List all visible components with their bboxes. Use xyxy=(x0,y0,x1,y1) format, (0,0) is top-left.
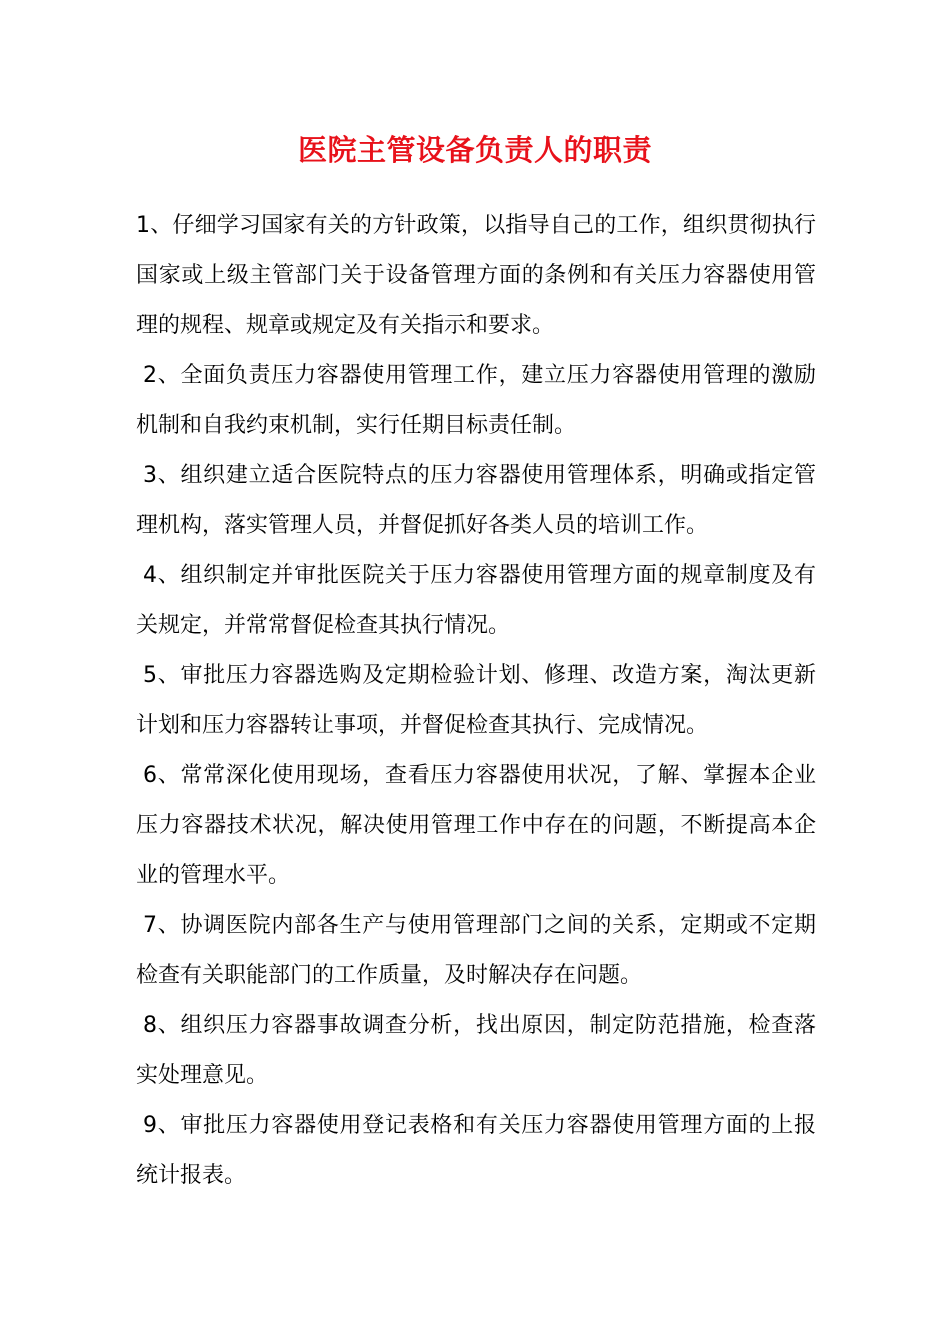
document-body xyxy=(136,201,816,1201)
paragraph-3: 3、组织建立适合医院特点的压力容器使用管理体系，明确或指定管理机构，落实管理人员，并督促抓好各类人员的培训工作。 xyxy=(136,463,816,538)
paragraph-4: 4、组织制定并审批医院关于压力容器使用管理方面的规章制度及有关规定，并常常督促检查其执行情况。 xyxy=(136,563,816,638)
paragraph-6: 6、常常深化使用现场，查看压力容器使用状况，了解、掌握本企业压力容器技术状况，解决使用管理工作中存在的问题，不断提高本企业的管理水平。 xyxy=(136,763,816,888)
paragraph-2: 2、全面负责压力容器使用管理工作，建立压力容器使用管理的激励机制和自我约束机制，实行任期目标责任制。 xyxy=(136,363,816,438)
document-title: 医院主管设备负责人的职责 xyxy=(297,133,652,167)
paragraph-5: 5、审批压力容器选购及定期检验计划、修理、改造方案，淘汰更新计划和压力容器转让事项，并督促检查其执行、完成情况。 xyxy=(136,663,816,738)
paragraph-7: 7、协调医院内部各生产与使用管理部门之间的关系，定期或不定期检查有关职能部门的工作质量，及时解决存在问题。 xyxy=(136,913,816,988)
paragraph-8: 8、组织压力容器事故调查分析，找出原因，制定防范措施，检查落实处理意见。 xyxy=(136,1013,816,1088)
paragraph-1: 1、仔细学习国家有关的方针政策，以指导自己的工作，组织贯彻执行国家或上级主管部门关于设备管理方面的条例和有关压力容器使用管理的规程、规章或规定及有关指示和要求。 xyxy=(136,213,816,338)
paragraph-9: 9、审批压力容器使用登记表格和有关压力容器使用管理方面的上报统计报表。 xyxy=(136,1113,816,1188)
